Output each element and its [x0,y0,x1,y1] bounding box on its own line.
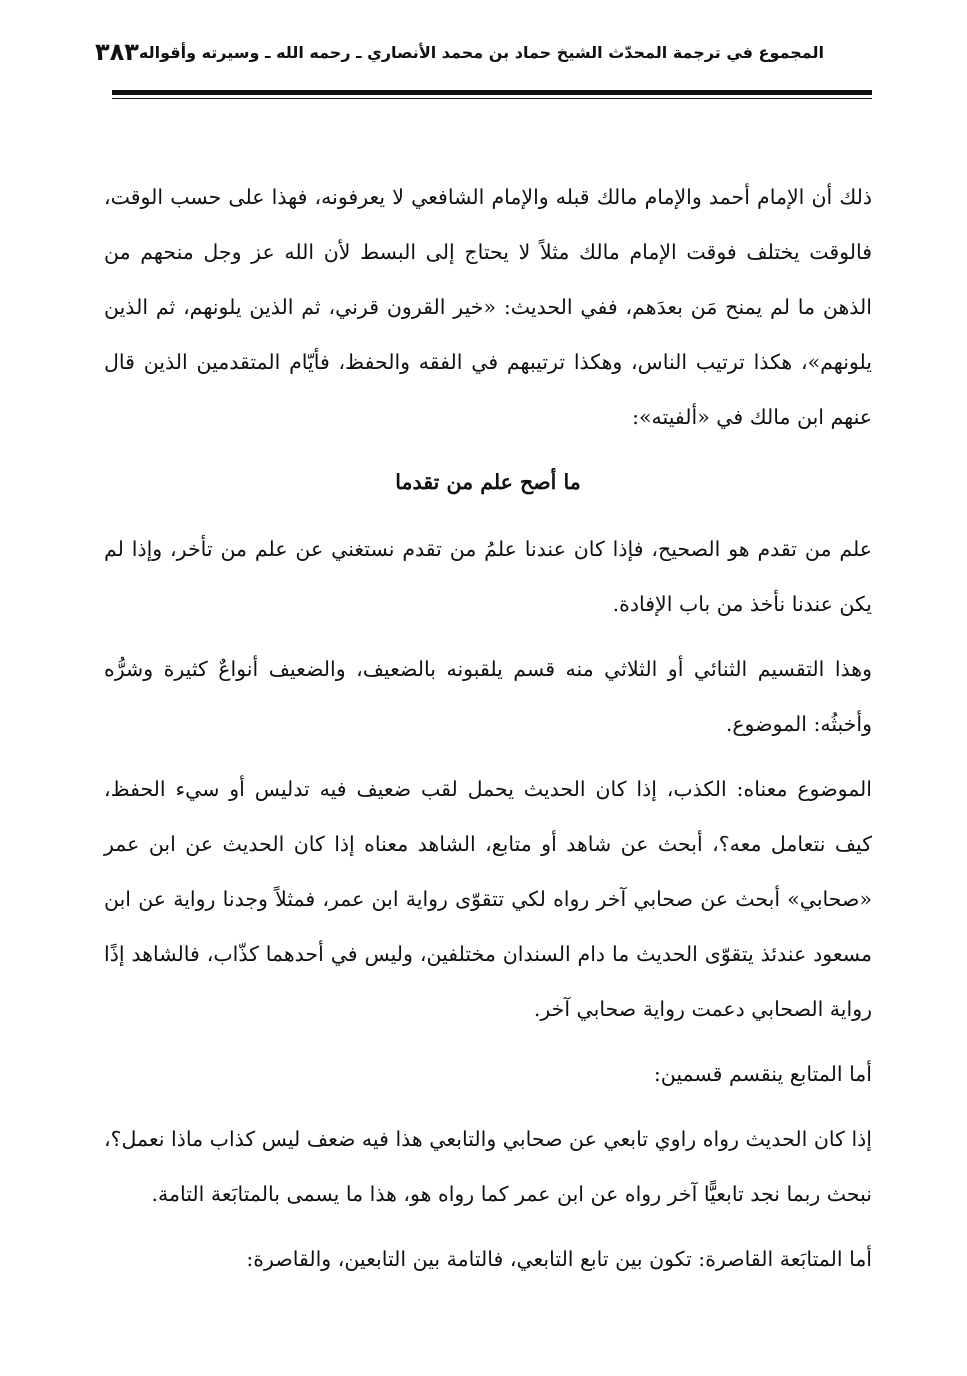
paragraph-3: وهذا التقسيم الثنائي أو الثلاثي منه قسم يلقبونه بالضعيف، والضعيف أنواعٌ كثيرة وشرُّه وأخبثُه: الموضوع. [104,657,872,736]
running-header [94,30,824,74]
paragraph-4: الموضوع معناه: الكذب، إذا كان الحديث يحمل لقب ضعيف فيه تدليس أو سيء الحفظ، كيف نتعامل معه؟، أبحث عن شاهد أو متابع، الشاهد معناه إذا كان الحديث عن ابن عمر «صحابي» أبحث عن صحابي آخر رواه لكي تتقوّى رواية ابن عمر، فمثلاً وجدنا رواية عن ابن مسعود عندئذ يتقوّى الحديث ما دام السندان مختلفين، وليس في أحدهما كذّاب، فالشاهد إذًا رواية الصحابي دعمت رواية صحابي آخر. [104,777,872,1021]
body-text [104,170,872,1287]
paragraph-2: علم من تقدم هو الصحيح، فإذا كان عندنا علمُ من تقدم نستغني عن علم من تأخر، وإذا لم يكن عندنا نأخذ من باب الإفادة. [104,537,872,616]
page-number: ٣٨٣ [94,38,139,66]
paragraph-5: أما المتابع ينقسم قسمين: [653,1062,872,1086]
running-title: المجموع في ترجمة المحدّث الشيخ حماد بن محمد الأنصاري ـ رحمه الله ـ وسيرته وأقواله [138,42,824,62]
paragraph-7: أما المتابَعة القاصرة: تكون بين تابع التابعي، فالتامة بين التابعين، والقاصرة: [246,1247,872,1271]
paragraph-1: ذلك أن الإمام أحمد والإمام مالك قبله والإمام الشافعي لا يعرفونه، فهذا على حسب الوقت، فالوقت يختلف فوقت الإمام مالك مثلاً لا يحتاج إلى البسط لأن الله عز وجل منحهم من الذهن ما لم يمنح مَن بعدَهم، ففي الحديث: «خير القرون قرني، ثم الذين يلونهم، ثم الذين يلونهم»، هكذا ترتيب الناس، وهكذا ترتيبهم في الفقه والحفظ، فأيّام المتقدمين الذين قال عنهم ابن مالك في «ألفيته»: [104,185,872,429]
verse-quote: ما أصح علم من تقدما [395,470,581,494]
paragraph-6: إذا كان الحديث رواه راوي تابعي عن صحابي والتابعي هذا فيه ضعف ليس كذاب ماذا نعمل؟، نبحث ربما نجد تابعيًّا آخر رواه عن ابن عمر كما رواه هو، هذا ما يسمى بالمتابَعة التامة. [104,1127,872,1206]
header-rule [112,90,872,99]
